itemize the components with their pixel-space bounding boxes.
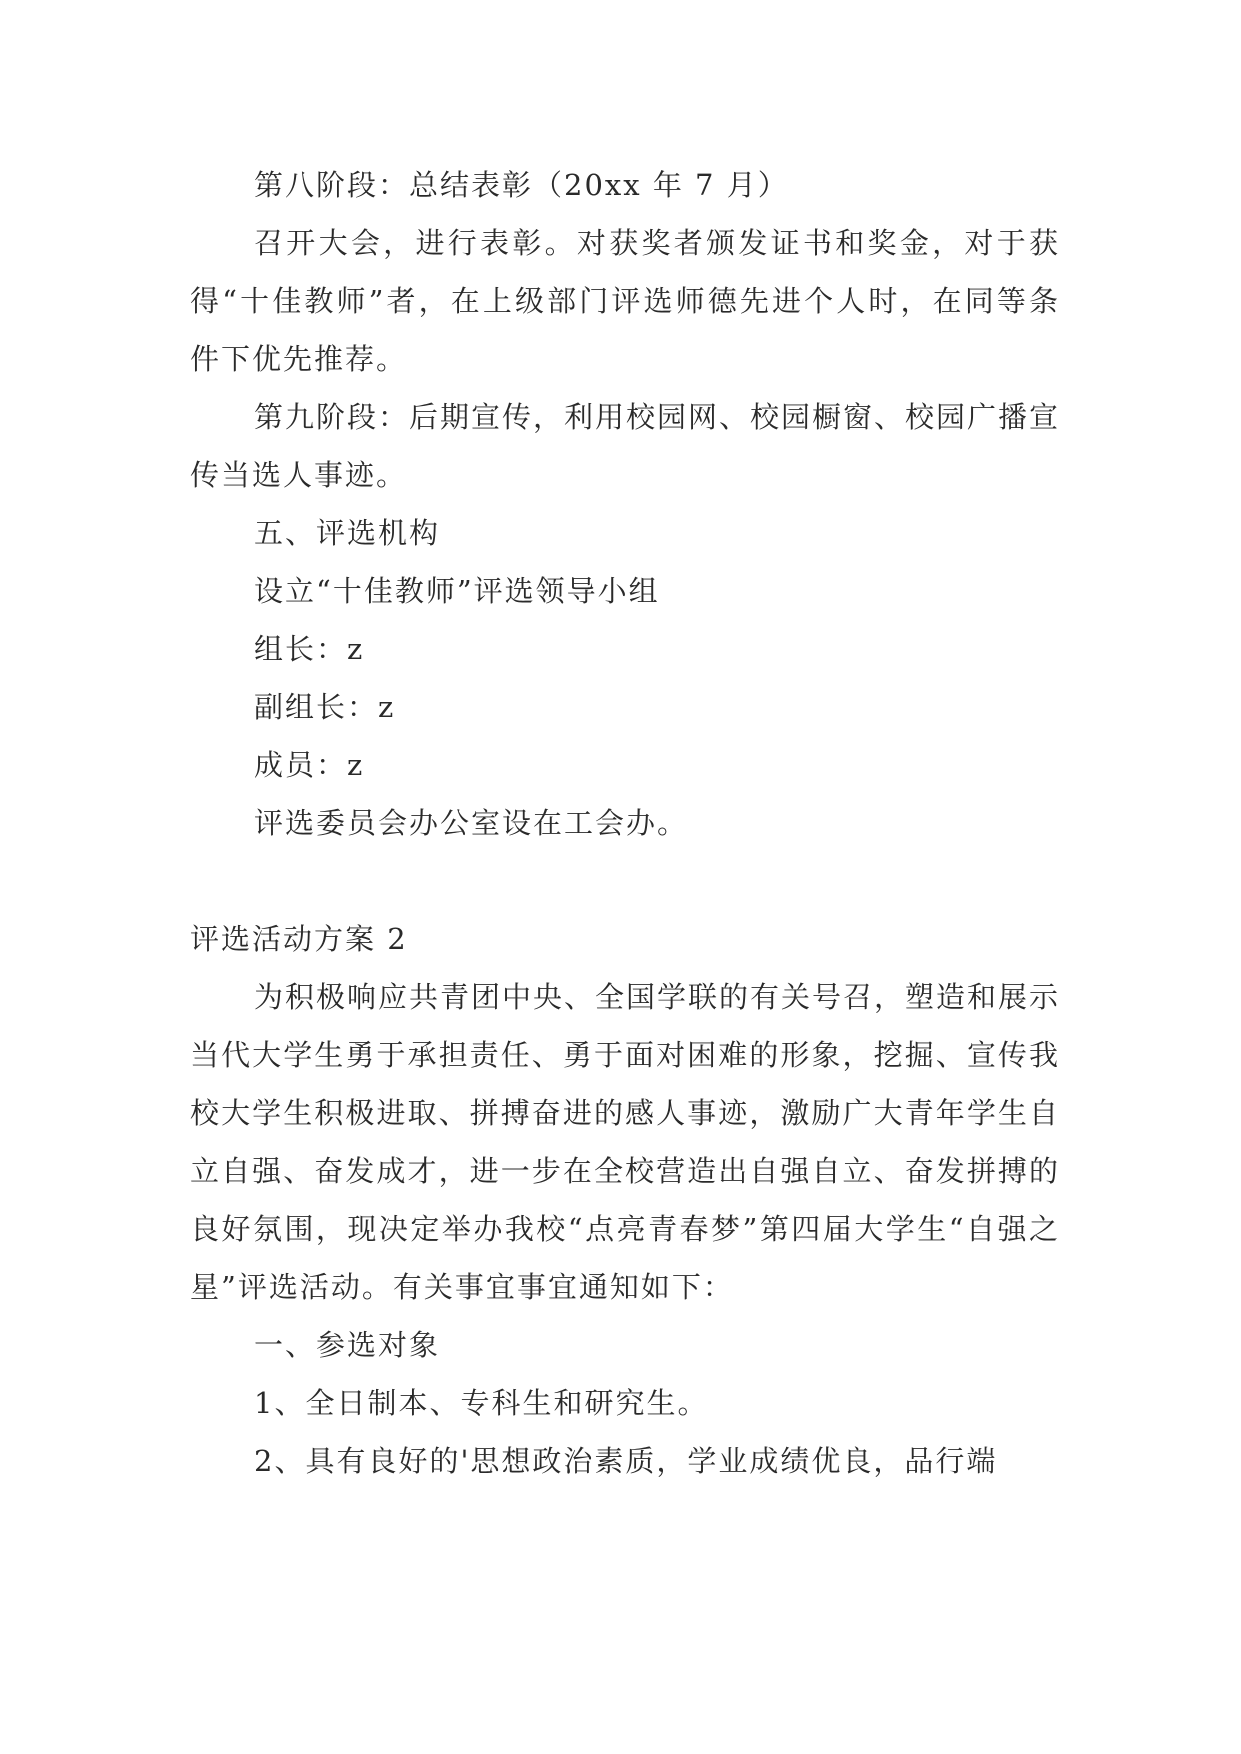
- paragraph-section-5-heading: 五、评选机构: [254, 516, 441, 550]
- paragraph-stage-9: 第九阶段：后期宣传，利用校园网、校园橱窗、校园广播宣传当选人事迹。: [190, 400, 1061, 492]
- paragraph-participants-1: 1、全日制本、专科生和研究生。: [254, 1386, 709, 1420]
- paragraph-office-location: 评选委员会办公室设在工会办。: [254, 806, 689, 840]
- paragraph-stage-8: 第八阶段：总结表彰（20xx 年 7 月）: [254, 168, 789, 202]
- paragraph-intro: 为积极响应共青团中央、全国学联的有关号召，塑造和展示当代大学生勇于承担责任、勇于面对困难的形象，挖掘、宣传我校大学生积极进取、拼搏奋进的感人事迹，激励广大青年学生自立自强、奋发成才，进一步在全校营造出自强自立、奋发拼搏的良好氛围，现决定举办我校“点亮青春梦”第四届大学生“自强之星”评选活动。有关事宜事宜通知如下：: [190, 980, 1061, 1304]
- document-body: [190, 156, 1060, 1490]
- paragraph-deputy-leader: 副组长：z: [254, 690, 396, 724]
- paragraph-group-leader: 组长：z: [254, 632, 365, 666]
- paragraph-members: 成员：z: [254, 748, 365, 782]
- paragraph-leadership-group: 设立“十佳教师”评选领导小组: [254, 574, 660, 608]
- section-2-title: 评选活动方案 2: [190, 922, 408, 956]
- paragraph-award-meeting: 召开大会，进行表彰。对获奖者颁发证书和奖金，对于获得“十佳教师”者，在上级部门评选师德先进个人时，在同等条件下优先推荐。: [190, 226, 1060, 376]
- paragraph-participants-heading: 一、参选对象: [254, 1328, 441, 1362]
- paragraph-participants-2: 2、具有良好的'思想政治素质，学业成绩优良，品行端: [254, 1444, 998, 1478]
